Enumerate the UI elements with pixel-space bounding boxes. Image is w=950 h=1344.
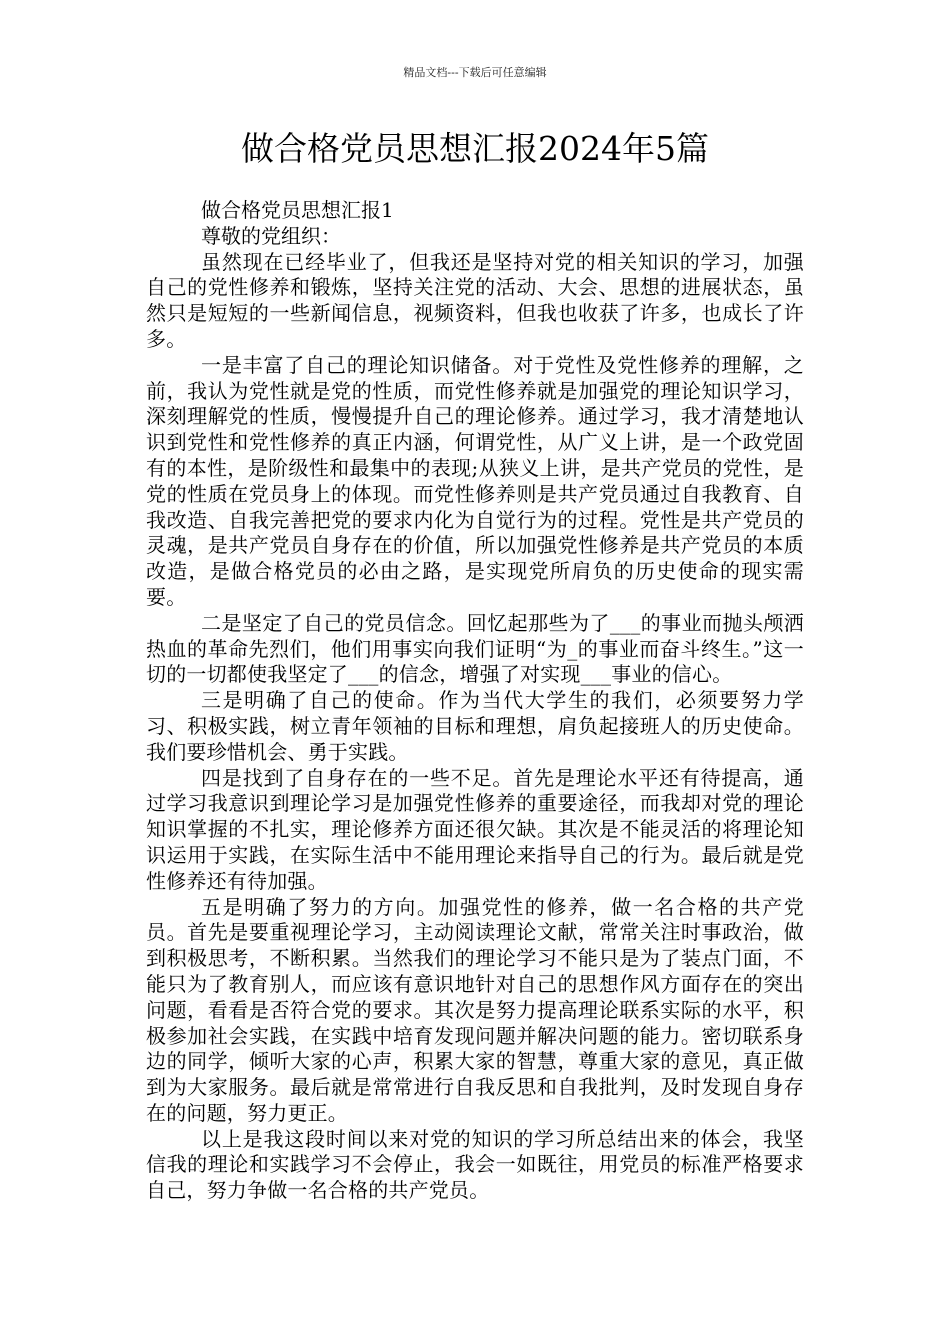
section-title: 做合格党员思想汇报1: [201, 198, 394, 222]
document-body: [146, 198, 804, 1204]
document-title: 做合格党员思想汇报2024年5篇: [241, 129, 709, 168]
header-note: 精品文档---下载后可任意编辑: [403, 66, 547, 79]
paragraph-conclusion: 以上是我这段时间以来对党的知识的学习所总结出来的体会，我坚信我的理论和实践学习不会停止，我会一如既往，用党员的标准严格要求自己，努力争做一名合格的共产党员。: [146, 1126, 804, 1203]
paragraph-point-1: 一是丰富了自己的理论知识储备。对于党性及党性修养的理解，之前，我认为党性就是党的性质，而党性修养就是加强党的理论知识学习，深刻理解党的性质，慢慢提升自己的理论修养。通过学习，我才清楚地认识到党性和党性修养的真正内涵，何谓党性，从广义上讲，是一个政党固有的本性，是阶级性和最集中的表现;从狭义上讲，是共产党员的党性，是党的性质在党员身上的体现。而党性修养则是共产党员通过自我教育、自我改造、自我完善把党的要求内化为自觉行为的过程。党性是共产党员的灵魂，是共产党员自身存在的价值，所以加强党性修养是共产党员的本质改造，是做合格党员的必由之路，是实现党所肩负的历史使命的现实需要。: [146, 352, 804, 609]
paragraph-point-4: 四是找到了自身存在的一些不足。首先是理论水平还有待提高，通过学习我意识到理论学习是加强党性修养的重要途径，而我却对党的理论知识掌握的不扎实，理论修养方面还很欠缺。其次是不能灵活的将理论知识运用于实践，在实际生活中不能用理论来指导自己的行为。最后就是党性修养还有待加强。: [146, 765, 804, 893]
paragraph-point-5: 五是明确了努力的方向。加强党性的修养，做一名合格的共产党员。首先是要重视理论学习，主动阅读理论文献，常常关注时事政治，做到积极思考，不断积累。当然我们的理论学习不能只是为了装点门面，不能只为了教育别人，而应该有意识地针对自己的思想作风方面存在的突出问题，看看是否符合党的要求。其次是努力提高理论联系实际的水平，积极参加社会实践，在实践中培育发现问题并解决问题的能力。密切联系身边的同学，倾听大家的心声，积累大家的智慧，尊重大家的意见，真正做到为大家服务。最后就是常常进行自我反思和自我批判，及时发现自身存在的问题，努力更正。: [146, 894, 804, 1125]
paragraph-point-3: 三是明确了自己的使命。作为当代大学生的我们，必须要努力学习、积极实践，树立青年领袖的目标和理想，肩负起接班人的历史使命。我们要珍惜机会、勇于实践。: [146, 688, 804, 764]
salutation: 尊敬的党组织：: [201, 223, 341, 248]
paragraph-intro: 虽然现在已经毕业了，但我还是坚持对党的相关知识的学习，加强自己的党性修养和锻炼，坚持关注党的活动、大会、思想的进展状态，虽然只是短短的一些新闻信息，视频资料，但我也收获了许多，也成长了许多。: [146, 249, 804, 351]
paragraph-point-2: 二是坚定了自己的党员信念。回忆起那些为了___的事业而抛头颅洒热血的革命先烈们，他们用事实向我们证明“为_的事业而奋斗终生。”这一切的一切都使我坚定了___的信念，增强了对实现___事业的信心。: [146, 610, 804, 687]
